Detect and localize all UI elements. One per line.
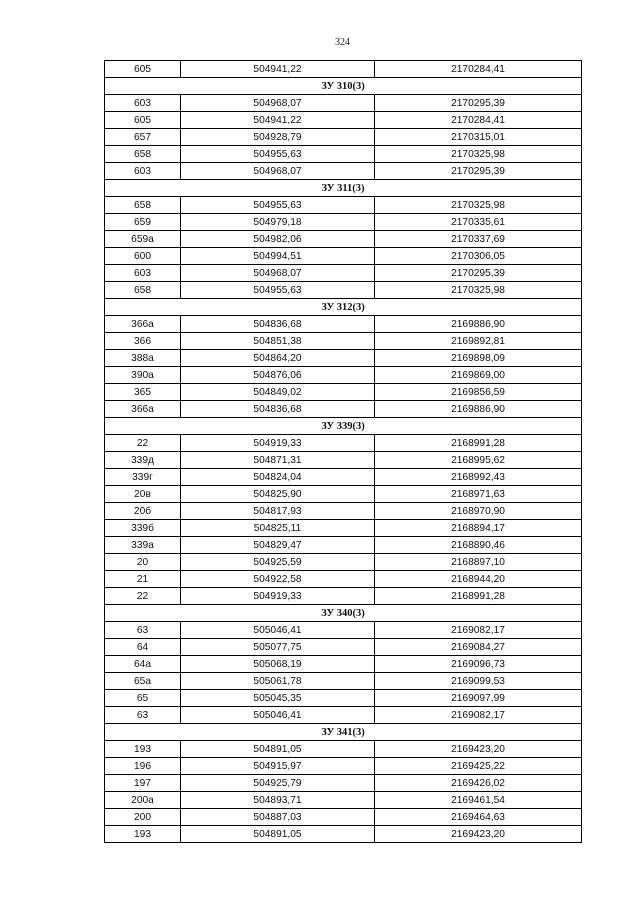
x-coordinate: 504851,38: [181, 333, 375, 350]
table-row: [105, 758, 582, 775]
y-coordinate: 2169461,54: [375, 792, 582, 809]
point-number: 605: [105, 112, 181, 129]
x-coordinate: 504836,68: [181, 401, 375, 418]
x-coordinate: 504925,59: [181, 554, 375, 571]
point-number: 64: [105, 639, 181, 656]
x-coordinate: 504849,02: [181, 384, 375, 401]
x-coordinate: 504979,18: [181, 214, 375, 231]
x-coordinate: 504968,07: [181, 95, 375, 112]
point-number: 365: [105, 384, 181, 401]
x-coordinate: 504968,07: [181, 163, 375, 180]
table-row: [105, 401, 582, 418]
y-coordinate: 2170325,98: [375, 146, 582, 163]
table-row: [105, 163, 582, 180]
point-number: 22: [105, 588, 181, 605]
y-coordinate: 2170295,39: [375, 265, 582, 282]
x-coordinate: 504915,97: [181, 758, 375, 775]
point-number: 200а: [105, 792, 181, 809]
point-number: 197: [105, 775, 181, 792]
x-coordinate: 504876,06: [181, 367, 375, 384]
x-coordinate: 504891,05: [181, 741, 375, 758]
point-number: 339б: [105, 520, 181, 537]
table-row: [105, 571, 582, 588]
point-number: 22: [105, 435, 181, 452]
x-coordinate: 505068,19: [181, 656, 375, 673]
point-number: 63: [105, 707, 181, 724]
x-coordinate: 504824,04: [181, 469, 375, 486]
point-number: 65а: [105, 673, 181, 690]
table-row: [105, 452, 582, 469]
x-coordinate: 504887,03: [181, 809, 375, 826]
y-coordinate: 2170337,69: [375, 231, 582, 248]
x-coordinate: 505061,78: [181, 673, 375, 690]
parcel-label: ЗУ 312(3): [105, 299, 582, 316]
point-number: 366: [105, 333, 181, 350]
parcel-header-row: [105, 418, 582, 435]
y-coordinate: 2169082,17: [375, 707, 582, 724]
point-number: 657: [105, 129, 181, 146]
y-coordinate: 2170325,98: [375, 282, 582, 299]
parcel-header-row: [105, 299, 582, 316]
x-coordinate: 505046,41: [181, 707, 375, 724]
point-number: 366а: [105, 316, 181, 333]
y-coordinate: 2169097,99: [375, 690, 582, 707]
y-coordinate: 2168970,90: [375, 503, 582, 520]
table-row: [105, 248, 582, 265]
table-row: [105, 231, 582, 248]
coordinates-table-body: [105, 61, 582, 843]
table-row: [105, 384, 582, 401]
table-row: [105, 129, 582, 146]
x-coordinate: 504864,20: [181, 350, 375, 367]
parcel-label: ЗУ 310(3): [105, 78, 582, 95]
x-coordinate: 504825,11: [181, 520, 375, 537]
parcel-label: ЗУ 339(3): [105, 418, 582, 435]
y-coordinate: 2170295,39: [375, 163, 582, 180]
x-coordinate: 504919,33: [181, 588, 375, 605]
y-coordinate: 2168991,28: [375, 435, 582, 452]
point-number: 196: [105, 758, 181, 775]
point-number: 658: [105, 282, 181, 299]
point-number: 200: [105, 809, 181, 826]
point-number: 21: [105, 571, 181, 588]
page-number: 324: [335, 37, 350, 48]
point-number: 605: [105, 61, 181, 78]
parcel-label: ЗУ 311(3): [105, 180, 582, 197]
y-coordinate: 2169898,09: [375, 350, 582, 367]
point-number: 659: [105, 214, 181, 231]
point-number: 603: [105, 163, 181, 180]
table-row: [105, 537, 582, 554]
point-number: 603: [105, 95, 181, 112]
table-row: [105, 707, 582, 724]
point-number: 193: [105, 826, 181, 843]
table-row: [105, 197, 582, 214]
table-row: [105, 61, 582, 78]
point-number: 339д: [105, 452, 181, 469]
y-coordinate: 2168992,43: [375, 469, 582, 486]
point-number: 658: [105, 146, 181, 163]
x-coordinate: 504955,63: [181, 282, 375, 299]
y-coordinate: 2168894,17: [375, 520, 582, 537]
table-row: [105, 741, 582, 758]
x-coordinate: 504925,79: [181, 775, 375, 792]
point-number: 20в: [105, 486, 181, 503]
point-number: 193: [105, 741, 181, 758]
table-row: [105, 673, 582, 690]
table-row: [105, 809, 582, 826]
point-number: 388а: [105, 350, 181, 367]
y-coordinate: 2169425,22: [375, 758, 582, 775]
parcel-header-row: [105, 724, 582, 741]
y-coordinate: 2170315,01: [375, 129, 582, 146]
point-number: 366а: [105, 401, 181, 418]
point-number: 390а: [105, 367, 181, 384]
parcel-header-row: [105, 180, 582, 197]
y-coordinate: 2169892,81: [375, 333, 582, 350]
x-coordinate: 505045,35: [181, 690, 375, 707]
x-coordinate: 504968,07: [181, 265, 375, 282]
y-coordinate: 2170295,39: [375, 95, 582, 112]
y-coordinate: 2168971,63: [375, 486, 582, 503]
table-row: [105, 112, 582, 129]
y-coordinate: 2169423,20: [375, 741, 582, 758]
x-coordinate: 504955,63: [181, 146, 375, 163]
y-coordinate: 2168897,10: [375, 554, 582, 571]
x-coordinate: 505046,41: [181, 622, 375, 639]
table-row: [105, 792, 582, 809]
x-coordinate: 504836,68: [181, 316, 375, 333]
x-coordinate: 504825,90: [181, 486, 375, 503]
table-row: [105, 588, 582, 605]
table-row: [105, 350, 582, 367]
y-coordinate: 2170284,41: [375, 61, 582, 78]
y-coordinate: 2169869,00: [375, 367, 582, 384]
table-row: [105, 316, 582, 333]
parcel-label: ЗУ 340(3): [105, 605, 582, 622]
x-coordinate: 504893,71: [181, 792, 375, 809]
point-number: 20б: [105, 503, 181, 520]
x-coordinate: 504941,22: [181, 61, 375, 78]
point-number: 339а: [105, 537, 181, 554]
y-coordinate: 2169082,17: [375, 622, 582, 639]
table-row: [105, 367, 582, 384]
x-coordinate: 504891,05: [181, 826, 375, 843]
y-coordinate: 2170306,05: [375, 248, 582, 265]
x-coordinate: 504919,33: [181, 435, 375, 452]
y-coordinate: 2169886,90: [375, 401, 582, 418]
x-coordinate: 504955,63: [181, 197, 375, 214]
x-coordinate: 504829,47: [181, 537, 375, 554]
table-row: [105, 554, 582, 571]
table-row: [105, 95, 582, 112]
y-coordinate: 2169084,27: [375, 639, 582, 656]
y-coordinate: 2169426,02: [375, 775, 582, 792]
point-number: 600: [105, 248, 181, 265]
y-coordinate: 2170284,41: [375, 112, 582, 129]
table-row: [105, 469, 582, 486]
x-coordinate: 504817,93: [181, 503, 375, 520]
y-coordinate: 2168890,46: [375, 537, 582, 554]
y-coordinate: 2169099,53: [375, 673, 582, 690]
y-coordinate: 2169856,59: [375, 384, 582, 401]
y-coordinate: 2168991,28: [375, 588, 582, 605]
x-coordinate: 504994,51: [181, 248, 375, 265]
x-coordinate: 505077,75: [181, 639, 375, 656]
table-row: [105, 214, 582, 231]
table-row: [105, 656, 582, 673]
y-coordinate: 2170325,98: [375, 197, 582, 214]
point-number: 63: [105, 622, 181, 639]
y-coordinate: 2169464,63: [375, 809, 582, 826]
point-number: 603: [105, 265, 181, 282]
point-number: 339г: [105, 469, 181, 486]
table-row: [105, 435, 582, 452]
table-row: [105, 265, 582, 282]
x-coordinate: 504928,79: [181, 129, 375, 146]
point-number: 659а: [105, 231, 181, 248]
table-row: [105, 520, 582, 537]
point-number: 20: [105, 554, 181, 571]
table-row: [105, 639, 582, 656]
point-number: 658: [105, 197, 181, 214]
x-coordinate: 504941,22: [181, 112, 375, 129]
table-row: [105, 690, 582, 707]
point-number: 65: [105, 690, 181, 707]
table-row: [105, 826, 582, 843]
parcel-label: ЗУ 341(3): [105, 724, 582, 741]
table-row: [105, 775, 582, 792]
table-row: [105, 333, 582, 350]
x-coordinate: 504871,31: [181, 452, 375, 469]
parcel-header-row: [105, 605, 582, 622]
table-row: [105, 282, 582, 299]
parcel-header-row: [105, 78, 582, 95]
x-coordinate: 504982,06: [181, 231, 375, 248]
table-row: [105, 146, 582, 163]
coordinates-table: [104, 60, 582, 843]
point-number: 64а: [105, 656, 181, 673]
table-row: [105, 486, 582, 503]
table-row: [105, 622, 582, 639]
y-coordinate: 2168944,20: [375, 571, 582, 588]
y-coordinate: 2168995,62: [375, 452, 582, 469]
y-coordinate: 2170335,61: [375, 214, 582, 231]
y-coordinate: 2169886,90: [375, 316, 582, 333]
table-row: [105, 503, 582, 520]
x-coordinate: 504922,58: [181, 571, 375, 588]
y-coordinate: 2169096,73: [375, 656, 582, 673]
y-coordinate: 2169423,20: [375, 826, 582, 843]
